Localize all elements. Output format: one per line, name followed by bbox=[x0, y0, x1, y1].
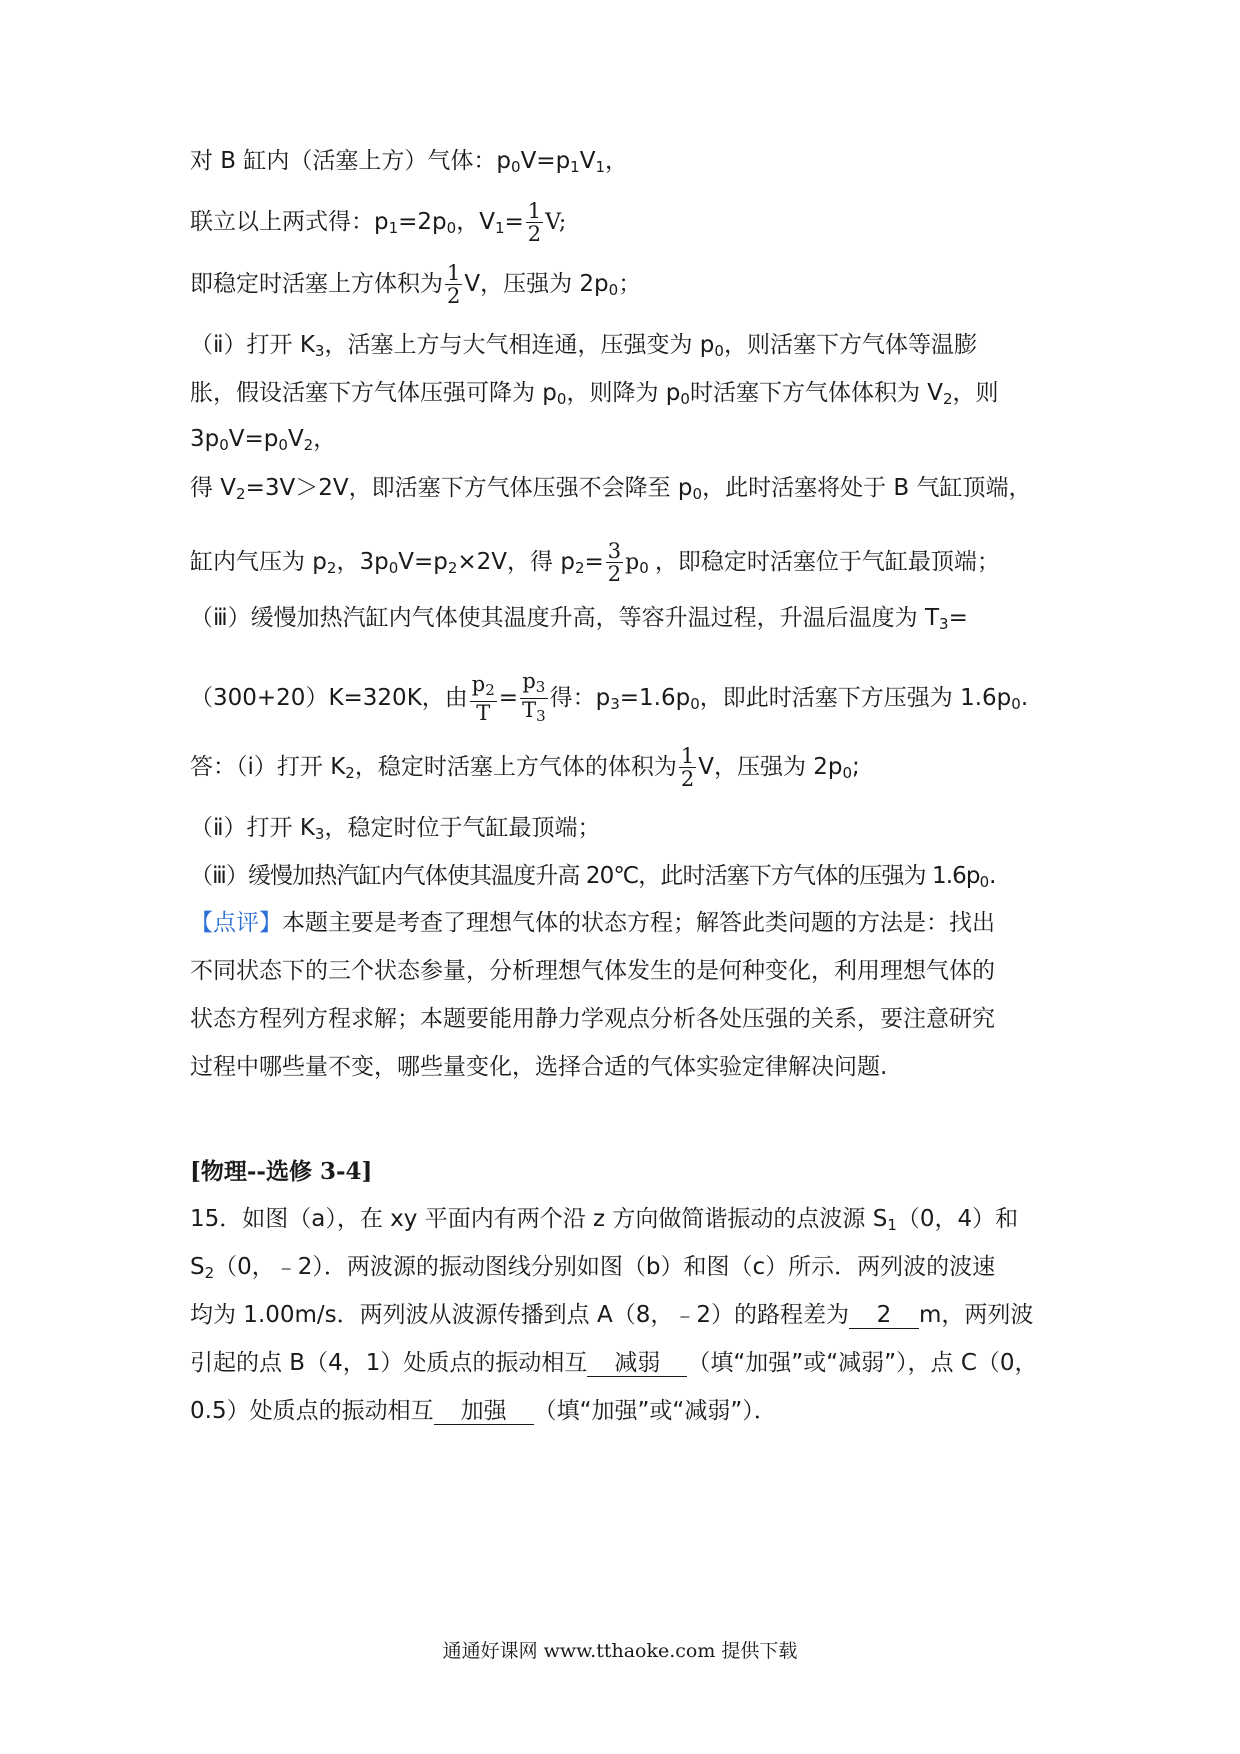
text-line-8 bbox=[190, 540, 1000, 585]
text: V bbox=[579, 148, 596, 174]
comment-tag: 【点评】 bbox=[190, 910, 282, 936]
text: （0，﹣2）．两波源的振动图线分别如图（b）和图（c）所示．两列波的波速 bbox=[214, 1254, 996, 1280]
subscript: 2 bbox=[303, 436, 314, 454]
subscript: 0 bbox=[446, 219, 457, 237]
text: V=p bbox=[398, 549, 448, 575]
text: ； bbox=[618, 271, 642, 297]
text: 0.5）处质点的振动相互 bbox=[190, 1398, 434, 1424]
text-line-5 bbox=[190, 378, 999, 414]
text: ，此时活塞将处于 B 气缸顶端， bbox=[702, 475, 1032, 501]
text-line-14 bbox=[190, 908, 995, 938]
subscript: 2 bbox=[326, 559, 337, 577]
fraction: $\frac{1}{2}$ bbox=[527, 199, 542, 246]
subscript: 0 bbox=[219, 436, 229, 454]
text: V; bbox=[545, 210, 567, 235]
text: ，活塞上方与大气相连通，压强变为 p bbox=[324, 332, 715, 358]
text: . bbox=[1020, 685, 1029, 711]
subscript: 2 bbox=[204, 1264, 215, 1282]
subscript: 0 bbox=[842, 764, 853, 782]
text: ×2V，得 p bbox=[457, 549, 575, 575]
text: 状态方程列方程求解；本题要能用静力学观点分析各处压强的关系，要注意研究 bbox=[190, 1006, 995, 1032]
text: 3p bbox=[190, 426, 220, 452]
text-line-17 bbox=[190, 1052, 887, 1082]
subscript: 2 bbox=[236, 485, 246, 503]
subscript: 0 bbox=[511, 158, 521, 176]
text-line-21 bbox=[190, 1348, 1038, 1378]
text-line-1 bbox=[190, 146, 628, 182]
text: ，即稳定时活塞位于气缸最顶端； bbox=[654, 549, 1000, 575]
subscript: 0 bbox=[979, 873, 990, 891]
page-footer: 通通好课网 www.tthaoke.com 提供下载 bbox=[442, 1640, 798, 1662]
text: V bbox=[287, 426, 304, 452]
text-line-2 bbox=[190, 200, 566, 245]
text: = bbox=[498, 685, 519, 711]
subscript: 0 bbox=[278, 436, 288, 454]
fraction: $\frac{1}{2}$ bbox=[447, 261, 461, 308]
text: p bbox=[625, 550, 640, 575]
subscript: 0 bbox=[714, 342, 724, 360]
text: 缸内气压为 p bbox=[190, 549, 327, 575]
subscript: 1 bbox=[595, 158, 605, 176]
answer-blank: 加强 bbox=[434, 1398, 534, 1425]
text: ; bbox=[852, 754, 860, 780]
subscript: 3 bbox=[939, 615, 949, 633]
text: 引起的点 B（4，1）处质点的振动相互 bbox=[190, 1350, 588, 1376]
text: ，则 bbox=[952, 380, 999, 406]
text: 时活塞下方气体体积为 V bbox=[689, 380, 943, 406]
text: ，3p bbox=[336, 549, 389, 575]
subscript: 2 bbox=[447, 559, 458, 577]
text: ，则降为 p bbox=[566, 380, 681, 406]
text-line-7 bbox=[190, 473, 1031, 509]
subscript: 2 bbox=[574, 559, 585, 577]
subscript: 1 bbox=[570, 158, 580, 176]
text-line-15 bbox=[190, 956, 995, 986]
text: 得：p bbox=[549, 685, 611, 711]
subscript: 2 bbox=[942, 390, 953, 408]
subscript: 0 bbox=[556, 390, 567, 408]
text: 即稳定时活塞上方体积为 bbox=[190, 271, 443, 297]
subscript: 1 bbox=[887, 1216, 897, 1234]
text: 本题主要是考查了理想气体的状态方程；解答此类问题的方法是：找出 bbox=[282, 910, 995, 936]
text: =1.6p bbox=[619, 685, 691, 711]
text: m，两列波 bbox=[918, 1302, 1034, 1328]
text-line-6 bbox=[190, 424, 336, 460]
text: 答：（ⅰ）打开 K bbox=[190, 754, 346, 780]
text: （填“加强”或“减弱”），点 C（0， bbox=[687, 1350, 1038, 1376]
text: V，压强为 2p bbox=[698, 754, 843, 780]
text: ，稳定时活塞上方气体的体积为 bbox=[354, 754, 677, 780]
text: （300+20）K=320K，由 bbox=[190, 685, 468, 711]
fraction: $\frac{p_2}{T}$ bbox=[471, 672, 495, 725]
subscript: 0 bbox=[680, 390, 690, 408]
text: ，V bbox=[456, 209, 495, 235]
text: （ⅲ）缓慢加热汽缸内气体使其温度升高，等容升温过程，升温后温度为 T bbox=[190, 605, 940, 631]
subscript: 0 bbox=[1011, 695, 1021, 713]
text: = bbox=[504, 209, 524, 235]
text: V=p bbox=[520, 148, 571, 174]
text-line-20 bbox=[190, 1300, 1033, 1330]
text: ，稳定时位于气缸最顶端； bbox=[324, 815, 601, 841]
text: 对 B 缸内（活塞上方）气体：p bbox=[190, 148, 512, 174]
text: ， bbox=[605, 148, 628, 174]
text: 联立以上两式得：p bbox=[190, 209, 389, 235]
fraction: $\frac{1}{2}$ bbox=[680, 744, 695, 791]
text: （ⅱ）打开 K bbox=[190, 332, 315, 358]
text-line-22 bbox=[190, 1396, 777, 1426]
text: 过程中哪些量不变，哪些量变化，选择合适的气体实验定律解决问题. bbox=[190, 1054, 888, 1080]
subscript: 1 bbox=[388, 219, 399, 237]
text: 胀，假设活塞下方气体压强可降为 p bbox=[190, 380, 557, 406]
subscript: 1 bbox=[494, 219, 505, 237]
text-line-13 bbox=[190, 861, 996, 897]
subscript: 0 bbox=[639, 559, 649, 577]
text: 不同状态下的三个状态参量，分析理想气体发生的是何种变化，利用理想气体的 bbox=[190, 958, 995, 984]
section-heading: [物理--选修 3-4] bbox=[190, 1158, 373, 1185]
text: ， bbox=[313, 426, 337, 452]
text: 得 V bbox=[190, 475, 237, 501]
text: 15．如图（a），在 xy 平面内有两个沿 z 方向做简谐振动的点波源 S bbox=[190, 1206, 888, 1232]
text-line-19 bbox=[190, 1252, 995, 1288]
text: 均为 1.00m/s．两列波从波源传播到点 A（8，﹣2）的路程差为 bbox=[190, 1302, 849, 1328]
subscript: 0 bbox=[690, 695, 700, 713]
answer-blank: 减弱 bbox=[587, 1350, 687, 1377]
answer-blank: 2 bbox=[849, 1302, 919, 1329]
text-line-10 bbox=[190, 670, 1028, 727]
text: （0，4）和 bbox=[896, 1206, 1019, 1232]
text-line-16 bbox=[190, 1004, 995, 1034]
subscript: 0 bbox=[692, 485, 703, 503]
text: （ⅱ）打开 K bbox=[190, 815, 315, 841]
fraction: $\frac{p_3}{T_3}$ bbox=[522, 669, 546, 725]
subscript: 3 bbox=[314, 825, 325, 843]
text: = bbox=[584, 549, 604, 575]
text-line-11 bbox=[190, 745, 860, 790]
text: （填“加强”或“减弱”）． bbox=[533, 1398, 777, 1424]
text: V，压强为 2p bbox=[464, 271, 609, 297]
text-line-12 bbox=[190, 813, 600, 849]
subscript: 0 bbox=[608, 281, 619, 299]
text: （ⅲ）缓慢加热汽缸内气体使其温度升高 20℃，此时活塞下方气体的压强为 1.6p bbox=[190, 863, 980, 889]
text: =2p bbox=[398, 209, 447, 235]
text-line-4 bbox=[190, 330, 977, 366]
text: S bbox=[190, 1254, 205, 1280]
text-line-9 bbox=[190, 603, 968, 639]
subscript: 3 bbox=[610, 695, 620, 713]
text-line-18 bbox=[190, 1204, 1018, 1240]
text: =3V＞2V，即活塞下方气体压强不会降至 p bbox=[245, 475, 693, 501]
subscript: 2 bbox=[345, 764, 355, 782]
text: ，即此时活塞下方压强为 1.6p bbox=[699, 685, 1012, 711]
subscript: 0 bbox=[388, 559, 399, 577]
text: V=p bbox=[228, 426, 279, 452]
fraction: $\frac{3}{2}$ bbox=[607, 539, 622, 586]
text: = bbox=[948, 605, 968, 631]
text: . bbox=[989, 863, 997, 889]
subscript: 3 bbox=[314, 342, 325, 360]
text-line-3 bbox=[190, 262, 641, 307]
text: ，则活塞下方气体等温膨 bbox=[723, 332, 977, 358]
